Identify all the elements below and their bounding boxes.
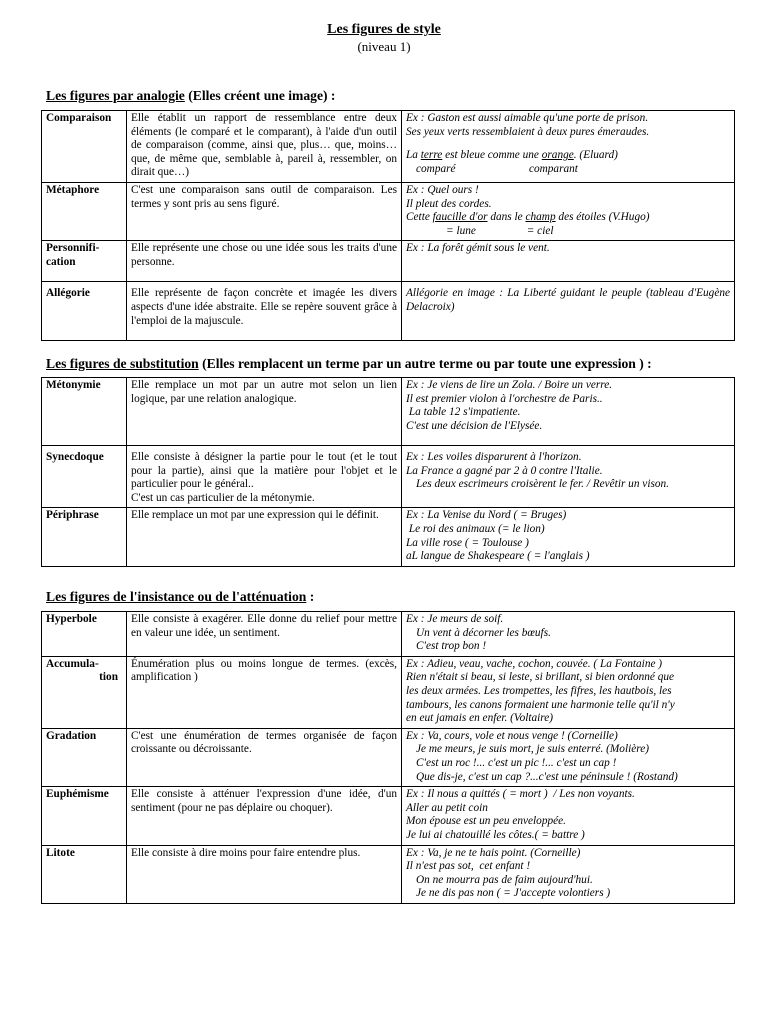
table-analogie — [41, 110, 735, 341]
term-cell: Personnifi- cation — [42, 241, 127, 282]
page-subtitle: (niveau 1) — [357, 39, 411, 54]
table-row — [42, 612, 735, 657]
table-row — [42, 182, 735, 240]
example-line: C'est trop bon ! — [416, 640, 487, 653]
section-heading-main: Les figures de l'insistance ou de l'atténuation — [46, 589, 307, 604]
table-substitution — [41, 377, 735, 567]
table-row — [42, 241, 735, 282]
example-line: Mon épouse est un peu enveloppée. — [406, 815, 566, 828]
term-cell: Hyperbole — [42, 612, 127, 657]
example-line: Ex : La Venise du Nord ( = Bruges) — [406, 509, 567, 522]
example-line: Un vent à décorner les bœufs. — [416, 626, 551, 639]
term-line: tion — [99, 671, 118, 684]
table-row — [42, 282, 735, 341]
example-line: les deux armées. Les trompettes, les fifres, les hautbois, les — [406, 684, 672, 697]
example-cell — [402, 728, 735, 786]
table-row — [42, 787, 735, 845]
section-heading-rest: : — [306, 589, 315, 604]
example-line: Ex : Les voiles disparurent à l'horizon. — [406, 451, 582, 463]
term-cell: Allégorie — [42, 282, 127, 341]
example-line: Aller au petit coin — [406, 801, 488, 814]
example-line: Ex : Quel ours ! — [406, 183, 479, 196]
definition-cell: Elle consiste à exagérer. Elle donne du relief pour mettre en valeur une idée, un sentiment. — [127, 612, 402, 657]
term-cell: Comparaison — [42, 111, 127, 183]
definition-cell: Elle remplace un mot par un autre mot selon un lien logique, par une relation analogique. — [127, 378, 402, 446]
example-line: Ex : Je viens de lire un Zola. / Boire un verre. — [406, 379, 613, 391]
definition-cell: C'est une énumération de termes organisée de façon croissante ou décroissante. — [127, 728, 402, 786]
example-cell — [402, 182, 735, 240]
example-line: On ne mourra pas de faim aujourd'hui. — [416, 873, 593, 886]
example-cell — [402, 508, 735, 566]
page-title: Les figures de style — [327, 22, 441, 37]
example-line: C'est un roc !... c'est un pic !... c'est un cap ! — [416, 756, 617, 769]
example-line: Il n'est pas sot, cet enfant ! — [406, 860, 531, 873]
example-cell — [402, 612, 735, 657]
example-line: Je ne dis pas non ( = J'accepte volontiers ) — [416, 887, 611, 900]
example-line: en eut jamais en enfer. (Voltaire) — [406, 712, 554, 725]
example-cell — [402, 378, 735, 446]
table-row — [42, 111, 735, 183]
example-line: Allégorie en image : La Liberté guidant le peuple (tableau d'Eugène Delacroix) — [406, 287, 730, 313]
example-cell — [402, 656, 735, 728]
example-line: Il pleut des cordes. — [406, 197, 492, 210]
definition-cell: Elle consiste à désigner la partie pour le tout (et le tout pour la partie), ainsi que la matière pour l'objet et le particulier pour le général.. C'est un cas particulier de la métonymie. — [127, 446, 402, 508]
table-insistance — [41, 611, 735, 904]
example-line: Rien n'était si beau, si leste, si brillant, si bien ordonné que — [406, 671, 675, 684]
definition-cell: Elle consiste à dire moins pour faire entendre plus. — [127, 845, 402, 903]
term-cell: Euphémisme — [42, 787, 127, 845]
section-heading-main: Les figures par analogie — [46, 88, 185, 103]
section-heading-insistance — [46, 589, 314, 605]
example-cell — [402, 241, 735, 282]
section-heading-substitution — [46, 356, 652, 372]
section-heading-rest: (Elles remplacent un terme par un autre terme ou par toute une expression ) : — [198, 356, 652, 371]
definition-cell: Elle établit un rapport de ressemblance entre deux éléments (le comparé et le comparant), à l'aide d'un outil de comparaison (comme, ainsi que, plus… que, moins… que, de même que, semblable à, pareil à, ressembler, on dirait que…) — [127, 111, 402, 183]
section-heading-analogie — [46, 88, 335, 104]
example-line: aL langue de Shakespeare ( = l'anglais ) — [406, 550, 590, 563]
definition-cell: Elle remplace un mot par une expression qui le définit. — [127, 508, 402, 566]
table-row — [42, 446, 735, 508]
term-cell: Périphrase — [42, 508, 127, 566]
example-cell — [402, 845, 735, 903]
example-line: Ex : La forêt gémit sous le vent. — [406, 242, 550, 255]
term-cell: Litote — [42, 845, 127, 903]
example-line — [406, 139, 730, 149]
example-line: = lune = ciel — [446, 224, 554, 237]
example-line: La France a gagné par 2 à 0 contre l'Italie. — [406, 464, 603, 477]
example-line: comparé comparant — [416, 162, 578, 175]
example-cell — [402, 787, 735, 845]
definition-cell: Elle représente une chose ou une idée sous les traits d'une personne. — [127, 241, 402, 282]
example-line: La terre est bleue comme une orange. (Eluard) — [406, 149, 618, 162]
example-line: tambours, les canons formaient une harmonie telle qu'il n'y — [406, 698, 675, 711]
example-line: Ses yeux verts ressemblaient à deux pures émeraudes. — [406, 125, 650, 138]
example-line: Ex : Il nous a quittés ( = mort ) / Les non voyants. — [406, 788, 635, 801]
example-line: Le roi des animaux (= le lion) — [406, 522, 545, 535]
example-cell — [402, 111, 735, 183]
example-line: La ville rose ( = Toulouse ) — [406, 536, 529, 549]
definition-cell: C'est une comparaison sans outil de comparaison. Les termes y sont pris au sens figuré. — [127, 182, 402, 240]
term-line: Accumula- — [46, 657, 99, 670]
example-line: Cette faucille d'or dans le champ des étoiles (V.Hugo) — [406, 211, 650, 224]
example-line: Que dis-je, c'est un cap ?...c'est une péninsule ! (Rostand) — [416, 770, 678, 783]
section-heading-rest: (Elles créent une image) : — [184, 88, 336, 103]
definition-cell: Elle consiste à atténuer l'expression d'une idée, d'un sentiment (pour ne pas déplaire ou choquer). — [127, 787, 402, 845]
example-line: Ex : Va, cours, vole et nous venge ! (Corneille) — [406, 729, 618, 742]
table-row — [42, 378, 735, 446]
example-line: Ex : Je meurs de soif. — [406, 613, 504, 625]
example-cell — [402, 282, 735, 341]
table-row — [42, 656, 735, 728]
example-line: La table 12 s'impatiente. — [406, 406, 521, 419]
table-row — [42, 508, 735, 566]
term-cell: Gradation — [42, 728, 127, 786]
section-heading-main: Les figures de substitution — [46, 356, 199, 371]
term-cell: Synecdoque — [42, 446, 127, 508]
example-line: Les deux escrimeurs croisèrent le fer. / Revêtir un vison. — [416, 478, 669, 491]
example-line: Je me meurs, je suis mort, je suis enterré. (Molière) — [416, 743, 649, 756]
definition-cell: Elle représente de façon concrète et imagée les divers aspects d'une idée abstraite. Elle se repère souvent grâce à l'emploi de la majuscule. — [127, 282, 402, 341]
term-cell — [42, 656, 127, 728]
example-line: Ex : Va, je ne te hais point. (Corneille) — [406, 846, 581, 859]
table-row — [42, 728, 735, 786]
example-cell — [402, 446, 735, 508]
example-line: Ex : Adieu, veau, vache, cochon, couvée. ( La Fontaine ) — [406, 657, 663, 670]
example-line: Ex : Gaston est aussi aimable qu'une porte de prison. — [406, 112, 649, 124]
example-line: Il est premier violon à l'orchestre de Paris.. — [406, 392, 603, 405]
example-line: Je lui ai chatouillé les côtes.( = battre ) — [406, 828, 585, 841]
term-cell: Métaphore — [42, 182, 127, 240]
example-line: C'est une décision de l'Elysée. — [406, 419, 543, 432]
table-row — [42, 845, 735, 903]
term-cell: Métonymie — [42, 378, 127, 446]
definition-cell: Énumération plus ou moins longue de termes. (excès, amplification ) — [127, 656, 402, 728]
